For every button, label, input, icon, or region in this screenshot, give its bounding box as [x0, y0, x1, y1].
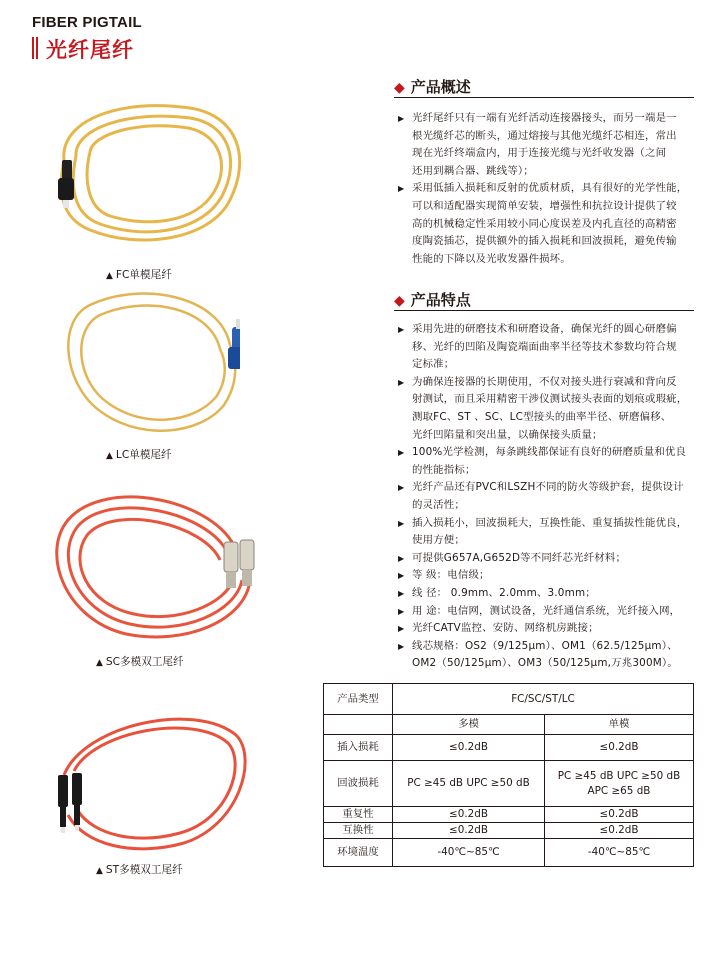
- bullet-line: 根光缆纤芯的断头，通过熔接与其他光缆纤芯相连，常出: [412, 129, 677, 142]
- fiber-cable: [57, 497, 250, 637]
- bullet-line: 光纤凹陷量和突出量，以确保接头质量；: [412, 428, 603, 441]
- table-cell-type-label: 产品类型: [324, 684, 393, 715]
- table-cell-single: [545, 761, 694, 807]
- bullet-arrow-icon: ▶: [398, 325, 405, 334]
- bullet-line: 等 级：电信级；: [412, 569, 490, 582]
- table-cell-text: -40℃~85℃: [587, 846, 651, 858]
- table-row-label: 环境温度: [324, 839, 393, 867]
- bullet-line: 测取FC、ST 、SC、LC型接头的曲率半径、研磨偏移、: [412, 410, 672, 423]
- bullet-line: 光纤CATV监控、安防、网络机房跳接；: [412, 622, 599, 635]
- connector-boot: [242, 570, 252, 586]
- table-cell-text: ≤0.2dB: [599, 824, 639, 836]
- bullet-line: 还用到耦合器、跳线等）；: [412, 164, 534, 177]
- bullet-item: [398, 374, 694, 444]
- bullet-line: 光纤尾纤只有一端有光纤活动连接器接头，而另一端是一: [412, 112, 677, 124]
- features-list: [398, 321, 694, 673]
- bullet-arrow-icon: ▶: [398, 483, 405, 493]
- table-row: [324, 761, 694, 807]
- table-cell-type-value: FC/SC/ST/LC: [393, 684, 694, 715]
- overview-title: [394, 76, 471, 97]
- bullet-line: 可提供G657A,G652D等不同纤芯光纤材料；: [412, 551, 627, 564]
- bullet-item: [398, 603, 694, 621]
- connector-boot: [226, 572, 236, 588]
- bullet-arrow-icon: ▶: [398, 606, 405, 616]
- fiber-cable: [68, 294, 235, 431]
- fc-connector-nut: [58, 178, 74, 200]
- bullet-line: 光纤产品还有PVC和LSZH不同的防火等级护套，提供设计: [412, 481, 684, 494]
- bullet-arrow-icon: ▶: [398, 624, 405, 634]
- bullet-line: 线 径： 0.9mm、2.0mm、3.0mm；: [412, 586, 596, 599]
- table-cell-text: -40℃~85℃: [437, 846, 500, 858]
- header-title-cn: 光纤尾纤: [46, 38, 134, 62]
- bullet-line: 使用方便；: [412, 534, 465, 547]
- bullet-line: 的灵活性；: [412, 498, 465, 511]
- connector-ferrule: [236, 319, 240, 329]
- bullet-item: [398, 585, 694, 603]
- table-cell-multi: [393, 807, 545, 823]
- up-triangle-icon: ▲: [96, 658, 103, 668]
- fc-connector-body: [62, 160, 72, 180]
- bullet-line: 射测试，而且采用精密干涉仪测试接头表面的划痕或瑕疵，: [412, 393, 688, 406]
- sc-connector-a: [224, 542, 238, 572]
- connector-ferrule: [75, 825, 79, 831]
- lc-pigtail-photo: [60, 285, 240, 445]
- table-row-label: 回波损耗: [324, 761, 393, 807]
- bullet-line: 插入损耗小，回波损耗大，互换性能、重复插拔性能优良，: [412, 516, 688, 529]
- features-divider: [394, 310, 694, 311]
- table-cell-text: ≤0.2dB: [599, 741, 639, 753]
- bullet-item: [398, 620, 694, 638]
- up-triangle-icon: ▲: [96, 866, 103, 876]
- table-cell-multi: [393, 735, 545, 761]
- table-cell-text: ≤0.2dB: [449, 741, 488, 753]
- table-cell-text: APC ≥65 dB: [587, 784, 651, 797]
- table-header-multi: 多模: [393, 715, 545, 735]
- table-header-single: 单模: [545, 715, 694, 735]
- bullet-item: [398, 479, 694, 514]
- table-cell-text: ≤0.2dB: [449, 808, 488, 820]
- bullet-arrow-icon: ▶: [398, 553, 405, 563]
- bullet-line: 性能的下降以及光收发器件损坏。: [412, 252, 571, 265]
- table-cell-single: [545, 839, 694, 867]
- st-duplex-pigtail-photo: [44, 705, 254, 855]
- bullet-line: 的性能指标；: [412, 463, 476, 476]
- table-cell-text: ≤0.2dB: [599, 808, 639, 820]
- bullet-line: 定标准；: [412, 358, 455, 371]
- fiber-cable: [61, 106, 239, 240]
- table-row: [324, 715, 694, 735]
- bullet-item: [398, 638, 694, 673]
- bullet-item: [398, 321, 694, 374]
- sc-duplex-pigtail-photo: [46, 480, 266, 650]
- diamond-icon: ◆: [394, 293, 405, 309]
- bullet-line: 可以和适配器实现简单安装，增强性和抗拉设计提供了较: [412, 199, 677, 212]
- table-cell-empty: [324, 715, 393, 735]
- photo-caption-3: ▲ SC多模双工尾纤: [96, 656, 184, 668]
- connector-ferrule: [63, 200, 69, 208]
- features-title-text: 产品特点: [410, 291, 471, 309]
- connector-ferrule: [61, 827, 65, 833]
- table-row: [324, 823, 694, 839]
- header-title-en: FIBER PIGTAIL: [32, 14, 142, 31]
- header-bar-decoration: [32, 37, 38, 59]
- bullet-line: 高的机械稳定性采用较小同心度误差及内孔直径的高精密: [412, 217, 677, 230]
- table-cell-single: [545, 823, 694, 839]
- overview-list: [398, 110, 694, 268]
- st-connector-a: [58, 775, 68, 807]
- table-cell-multi: [393, 823, 545, 839]
- table-row: [324, 807, 694, 823]
- fc-pigtail-photo: [50, 100, 250, 260]
- bullet-line: OM2（50/125μm）、OM3（50/125μm,万兆300M）。: [412, 657, 678, 670]
- bullet-line: 采用低插入损耗和反射的优质材质，具有很好的光学性能，: [412, 182, 688, 195]
- bullet-item: [398, 180, 694, 268]
- bullet-line: 100%光学检测，每条跳线都保证有良好的研磨质量和优良: [412, 446, 687, 459]
- bullet-arrow-icon: ▶: [398, 641, 405, 651]
- bullet-line: 现在光纤终端盒内，用于连接光缆与光纤收发器（之间: [412, 147, 667, 160]
- photo-caption-4: ▲ ST多模双工尾纤: [96, 864, 183, 876]
- bullet-item: [398, 567, 694, 585]
- table-row-label: 互换性: [324, 823, 393, 839]
- photo-caption-1: ▲ FC单模尾纤: [106, 269, 172, 281]
- table-cell-single: [545, 807, 694, 823]
- overview-divider: [394, 97, 694, 98]
- spec-table: [323, 683, 694, 867]
- bullet-arrow-icon: ▶: [398, 114, 405, 123]
- bullet-line: 采用先进的研磨技术和研磨设备，确保光纤的圆心研磨偏: [412, 323, 677, 335]
- connector-boot: [60, 807, 66, 827]
- bullet-arrow-icon: ▶: [398, 448, 405, 458]
- diamond-icon: ◆: [394, 80, 405, 96]
- table-cell-single: [545, 735, 694, 761]
- bullet-item: [398, 515, 694, 550]
- features-title: [394, 289, 471, 310]
- fiber-cable: [64, 719, 245, 849]
- bullet-line: 度陶瓷插芯，提供额外的插入损耗和回波损耗，避免传输: [412, 235, 677, 248]
- table-cell-text: PC ≥45 dB UPC ≥50 dB: [557, 769, 681, 782]
- table-row: [324, 684, 694, 715]
- bullet-line: 移、光纤的凹陷及陶瓷端面曲率半径等技术参数均符合规: [412, 340, 677, 353]
- connector-boot: [74, 805, 80, 825]
- lc-connector-latch: [228, 347, 240, 369]
- bullet-line: 用 途：电信网，测试设备，光纤通信系统，光纤接入网，: [412, 604, 681, 617]
- bullet-arrow-icon: ▶: [398, 184, 405, 194]
- sc-connector-b: [240, 540, 254, 570]
- bullet-line: 线芯规格：OS2（9/125μm）、OM1（62.5/125μm）、: [412, 639, 678, 652]
- up-triangle-icon: ▲: [106, 451, 113, 461]
- overview-title-text: 产品概述: [410, 78, 471, 96]
- bullet-item: [398, 110, 694, 180]
- bullet-arrow-icon: ▶: [398, 588, 405, 598]
- bullet-arrow-icon: ▶: [398, 571, 405, 581]
- st-connector-b: [72, 773, 82, 805]
- photo-caption-2: ▲ LC单模尾纤: [106, 449, 172, 461]
- bullet-arrow-icon: ▶: [398, 377, 405, 387]
- table-cell-text: ≤0.2dB: [449, 824, 488, 836]
- up-triangle-icon: ▲: [106, 271, 113, 281]
- bullet-item: [398, 550, 694, 568]
- bullet-line: 为确保连接器的长期使用，不仅对接头进行衰减和背向反: [412, 375, 677, 388]
- table-row-label: 插入损耗: [324, 735, 393, 761]
- table-row-label: 重复性: [324, 807, 393, 823]
- table-row: [324, 839, 694, 867]
- table-cell-multi: [393, 761, 545, 807]
- table-cell-text: PC ≥45 dB UPC ≥50 dB: [407, 777, 530, 789]
- table-cell-multi: [393, 839, 545, 867]
- bullet-item: [398, 444, 694, 479]
- table-row: [324, 735, 694, 761]
- bullet-arrow-icon: ▶: [398, 518, 405, 528]
